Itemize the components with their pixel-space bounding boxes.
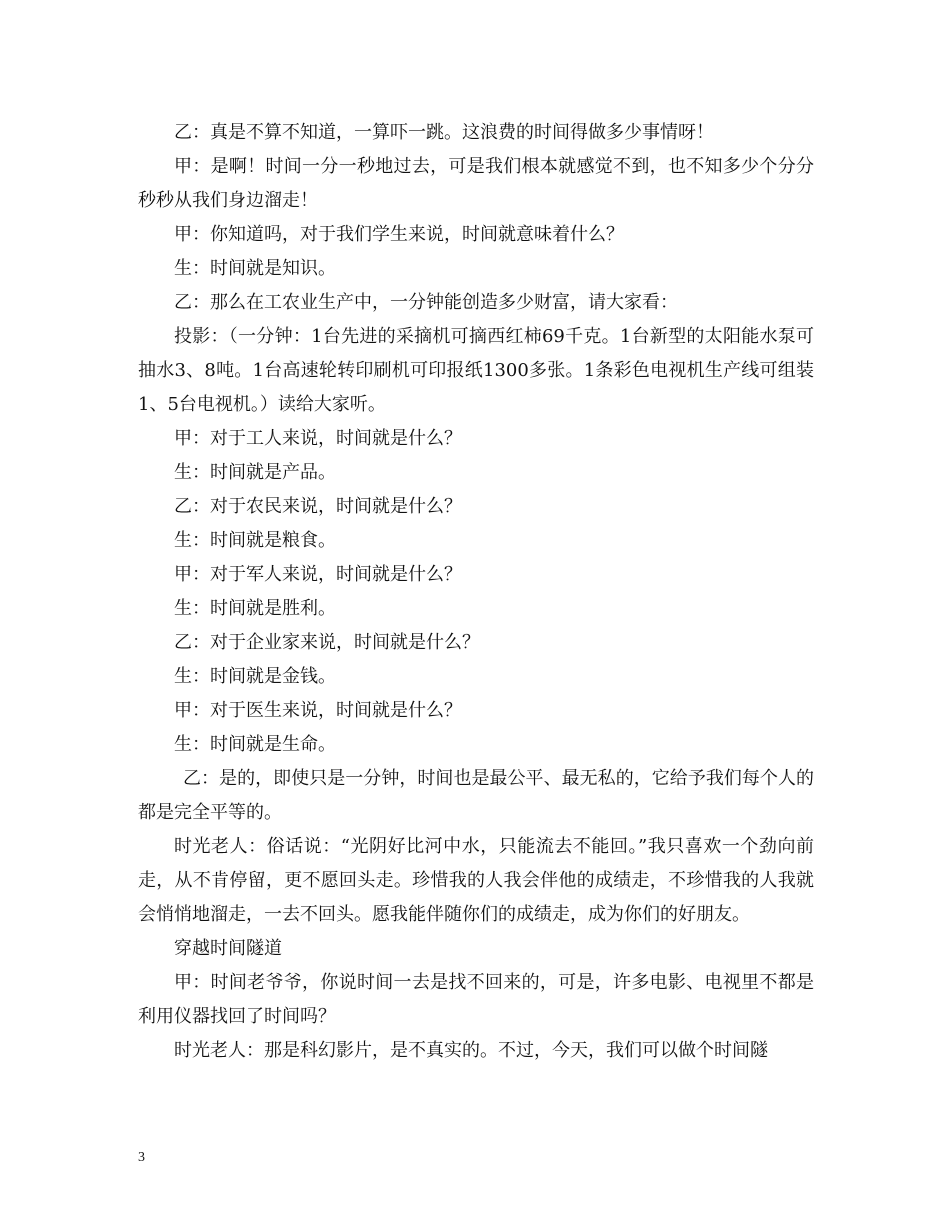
paragraph: 乙：对于农民来说，时间就是什么？: [174, 496, 462, 517]
paragraph: 甲：对于工人来说，时间就是什么？: [174, 428, 462, 449]
paragraph: 甲：对于军人来说，时间就是什么？: [174, 564, 462, 585]
document-body: [138, 116, 814, 1068]
paragraph: 时光老人：俗话说：“光阴好比河中水，只能流去不能回。”我只喜欢一个劲向前走，从不肯停留，更不愿回头走。珍惜我的人我会伴他的成绩走，不珍惜我的人我就会悄悄地溜走，一去不回头。愿我能伴随你们的成绩走，成为你们的好朋友。: [138, 836, 814, 925]
paragraph: 甲：你知道吗，对于我们学生来说，时间就意味着什么？: [174, 224, 624, 245]
paragraph: 甲：对于医生来说，时间就是什么？: [174, 700, 462, 721]
paragraph: 生：时间就是胜利。: [174, 598, 336, 619]
paragraph: 甲：时间老爷爷，你说时间一去是找不回来的，可是，许多电影、电视里不都是利用仪器找回了时间吗？: [138, 972, 814, 1027]
paragraph: 乙：是的，即使只是一分钟，时间也是最公平、最无私的，它给予我们每个人的都是完全平等的。: [138, 768, 814, 823]
paragraph: 时光老人：那是科幻影片，是不真实的。不过，今天，我们可以做个时间隧: [174, 1040, 768, 1061]
paragraph: 生：时间就是知识。: [174, 258, 336, 279]
paragraph: 生：时间就是金钱。: [174, 666, 336, 687]
paragraph: 乙：真是不算不知道，一算吓一跳。这浪费的时间得做多少事情呀！: [174, 122, 714, 143]
paragraph: 乙：那么在工农业生产中，一分钟能创造多少财富，请大家看：: [174, 292, 678, 313]
paragraph: 生：时间就是粮食。: [174, 530, 336, 551]
paragraph: 生：时间就是产品。: [174, 462, 336, 483]
paragraph: 甲：是啊！时间一分一秒地过去，可是我们根本就感觉不到，也不知多少个分分秒秒从我们身边溜走！: [138, 156, 814, 211]
paragraph: 乙：对于企业家来说，时间就是什么？: [174, 632, 480, 653]
paragraph: 生：时间就是生命。: [174, 734, 336, 755]
section-heading: 穿越时间隧道: [174, 938, 282, 959]
page-number: 3: [138, 1150, 145, 1165]
paragraph: 投影：（一分钟：1台先进的采摘机可摘西红柿69千克。1台新型的太阳能水泵可抽水3、8吨。1台高速轮转印刷机可印报纸1300多张。1条彩色电视机生产线可组装1、5台电视机。）读给大家听。: [138, 326, 814, 415]
